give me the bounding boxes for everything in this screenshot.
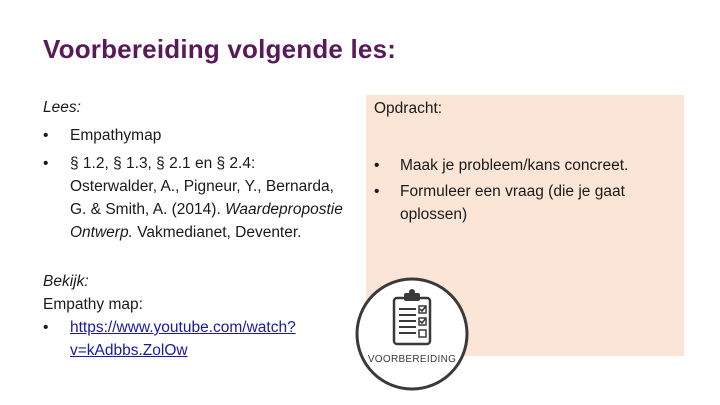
reference-book-title: Waardepropostie Ontwerp. <box>70 201 343 241</box>
opdracht-item <box>374 154 674 177</box>
lees-item-label: Empathymap <box>70 127 162 144</box>
youtube-link[interactable]: https://www.youtube.com/watch?v=kAdbbs.ZolOw <box>70 319 296 359</box>
voorbereiding-badge <box>354 276 470 392</box>
opdracht-heading: Opdracht: <box>374 100 443 117</box>
bekijk-section <box>43 270 343 362</box>
bullet: • <box>43 127 49 144</box>
bekijk-subheading: Empathy map: <box>43 296 143 313</box>
reference-publisher: Vakmedianet, Deventer. <box>132 224 302 241</box>
bekijk-link-item <box>43 316 343 362</box>
lees-heading: Lees: <box>43 99 81 116</box>
opdracht-list <box>374 151 674 226</box>
bullet: • <box>43 155 49 172</box>
bullet: • <box>43 319 49 336</box>
badge-label: VOORBEREIDING <box>367 354 457 365</box>
bullet: • <box>374 157 380 174</box>
literature-reference <box>70 152 343 244</box>
lees-item-empathymap <box>43 124 343 147</box>
lees-item-literature <box>43 152 343 244</box>
bekijk-heading: Bekijk: <box>43 273 89 290</box>
opdracht-item-label: Formuleer een vraag (die je gaat oplossen) <box>400 183 625 223</box>
link-wrapper <box>70 316 343 362</box>
clipboard-checklist-icon <box>354 276 470 392</box>
slide-title: Voorbereiding volgende les: <box>43 34 397 64</box>
opdracht-item <box>374 180 674 226</box>
reference-text: § 1.2, § 1.3, § 2.1 en § 2.4: Osterwalder, A., Pigneur, Y., Bernarda, G. & Smith, A. (2014). <box>70 155 334 218</box>
bullet: • <box>374 183 380 200</box>
lees-section <box>43 96 343 362</box>
opdracht-item-label: Maak je probleem/kans concreet. <box>400 157 629 174</box>
